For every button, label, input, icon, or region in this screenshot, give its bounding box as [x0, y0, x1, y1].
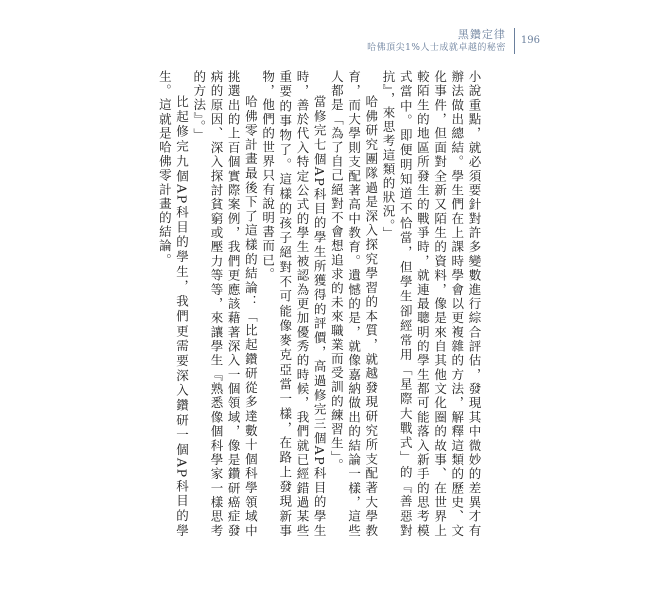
- paragraph: 小說重點，就必須要針對許多變數進行綜合評估，發現其中微妙的差異才有辦法做出總結。學生們在上課時學會以更複雜的方法，解釋這類的歷史、文化事件，但面對全新又陌生的資料，像是來自其他文化圈的故事、在世界上較陌生的地區所發生的戰爭時，就連最聰明的學生都可能落入新手的思考模式當中。即便明知道不恰當，但學生卻經常用「星際大戰式」的『善惡對抗』，來思考這類的狀況。」: [380, 70, 482, 538]
- body-text: [157, 70, 483, 538]
- book-title: 黑鑽定律: [457, 28, 506, 41]
- header-divider: [514, 28, 515, 54]
- paragraph: 當修完七個AP科目的學生所獲得的評價，高過修完三個AP科目的學生時，善於代入特定公式的學生被認為更加優秀的時候，我們就已經錯過某些重要的事物了。這樣的孩子絕對不可能像麥克亞當一樣，在路上發現新事物，他們的世界只有說明書而已。: [260, 70, 328, 538]
- book-subtitle: 哈佛頂尖1%人士成就卓越的秘密: [367, 43, 506, 53]
- paragraph: 哈佛零計畫最後下了這樣的結論：「比起鑽研從多達數十個科學領域中挑選出的上百個實際案例，我們更應該藉著深入一個領域，像是鑽研癌症發病的原因、深入探討貧窮或壓力等等，來讓學生『熟悉像個科學家一樣思考的方法』。」: [191, 70, 259, 538]
- paragraph: 哈佛研究團隊過是深入探究學習的本質，就越發現研究所支配著大學教育，而大學則支配著高中教育。遺憾的是，就像嘉納做出的結論一樣，這些人都是「為了自己絕對不會想追求的未來職業而受訓的練習生」。: [329, 70, 379, 538]
- running-header: [367, 28, 540, 54]
- header-titles: [367, 28, 506, 54]
- paragraph: 比起修完九個AP科目的學生，我們更需要深入鑽研一個AP科目的學生。這就是哈佛零計畫的結論。: [157, 70, 190, 538]
- page-number: 196: [520, 35, 540, 46]
